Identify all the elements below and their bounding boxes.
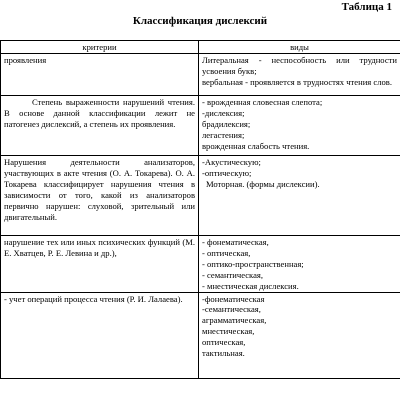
- types-cell: [199, 54, 400, 96]
- type-item: -фонематическая: [202, 293, 265, 304]
- type-item: -семантическая,: [202, 304, 261, 315]
- type-item: оптическая,: [202, 337, 246, 348]
- document-title: Классификация дислексий: [132, 15, 268, 27]
- type-item: -дислексия;: [202, 107, 245, 118]
- criteria-cell: проявления: [1, 54, 199, 96]
- dyslexia-classification-table: [0, 40, 400, 379]
- table-row: [1, 96, 400, 156]
- types-cell: [199, 236, 400, 293]
- type-item: - мнестическая дислексия.: [202, 280, 299, 291]
- type-item: легастения;: [202, 129, 245, 140]
- criteria-cell: Степень выраженности нарушений чтения. В основе данной классификации лежит не патогенез дислексий, а степень их проявления.: [1, 96, 199, 156]
- criteria-cell: нарушение тех или иных психических функций (М. Е. Хватцев, Р. Е. Левина и др.),: [1, 236, 199, 293]
- table-row: [1, 54, 400, 96]
- table-header-row: [1, 41, 400, 54]
- type-item: мнестическая,: [202, 326, 255, 337]
- type-item: - оптико-пространственная;: [202, 258, 304, 269]
- type-item: тактильная.: [202, 348, 245, 359]
- type-item: вербальная - проявляется в трудностях чтения слов.: [202, 76, 393, 87]
- type-item: Литеральная - неспособность или трудности усвоения букв;: [202, 55, 397, 76]
- type-item: - оптическая,: [202, 247, 251, 258]
- table-row: [1, 236, 400, 293]
- types-cell: [199, 156, 400, 236]
- table-number-label: Таблица 1: [341, 1, 392, 13]
- type-item: - врожденная словесная слепота;: [202, 97, 323, 107]
- types-cell: [199, 292, 400, 378]
- table-row: [1, 156, 400, 236]
- table-row: [1, 292, 400, 378]
- column-header-types: виды: [199, 41, 400, 54]
- criteria-cell: - учет операций процесса чтения (Р. И. Лалаева).: [1, 292, 199, 378]
- criteria-cell: Нарушения деятельности анализаторов, участвующих в акте чтения (О. А. Токарева). О. А. Токарева классифицирует нарушения чтения в зависимости от того, какой из анализаторов первично нарушен: слуховой, зрительный или двигательный.: [1, 156, 199, 236]
- type-item: -Акустическую;: [202, 157, 261, 167]
- types-cell: [199, 96, 400, 156]
- type-item: - фонематическая,: [202, 237, 269, 247]
- type-item: - семантическая,: [202, 269, 264, 280]
- type-item: аграмматическая,: [202, 315, 267, 326]
- type-item: брадилексия;: [202, 118, 251, 129]
- type-item: врожденная слабость чтения.: [202, 140, 310, 151]
- type-item: -оптическую;: [202, 167, 252, 178]
- column-header-criteria: критерии: [1, 41, 199, 54]
- type-item: Моторная. (формы дислексии).: [206, 178, 320, 189]
